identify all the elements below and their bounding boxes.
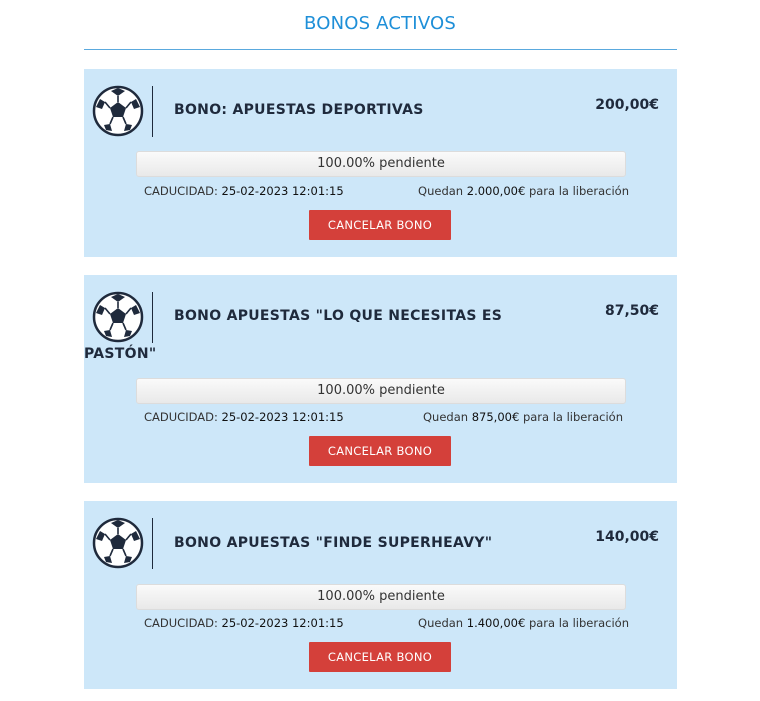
- progress-label: 100.00% pendiente: [317, 156, 445, 171]
- bonus-amount: 87,50€: [604, 303, 659, 319]
- soccer-ball-icon: [92, 291, 144, 343]
- bonus-name: BONO APUESTAS "LO QUE NECESITAS ES: [174, 308, 503, 324]
- release-info: [423, 410, 623, 424]
- expiry-date: 25-02-2023 12:01:15: [221, 184, 344, 198]
- expiry-label: CADUCIDAD:: [144, 184, 218, 198]
- progress-bar: [136, 378, 626, 404]
- release-info: [418, 184, 629, 198]
- expiry-info: [144, 616, 344, 630]
- bonus-name: BONO APUESTAS "FINDE SUPERHEAVY": [174, 535, 493, 551]
- cancel-bonus-button[interactable]: CANCELAR BONO: [309, 436, 451, 466]
- release-amount: 2.000,00€: [466, 184, 526, 198]
- bonus-card: [84, 69, 677, 257]
- cancel-bonus-button[interactable]: CANCELAR BONO: [309, 210, 451, 240]
- release-suffix: para la liberación: [528, 184, 629, 198]
- separator-line: [152, 518, 153, 569]
- title-divider: [84, 49, 677, 50]
- soccer-ball-icon: [92, 85, 144, 137]
- separator-line: [152, 292, 153, 343]
- bonus-name: BONO: APUESTAS DEPORTIVAS: [174, 102, 424, 118]
- progress-bar: [136, 584, 626, 610]
- cancel-bonus-button[interactable]: CANCELAR BONO: [309, 642, 451, 672]
- separator-line: [152, 86, 153, 137]
- bonus-card: [84, 501, 677, 689]
- soccer-ball-icon: [92, 517, 144, 569]
- progress-bar: [136, 151, 626, 177]
- release-prefix: Quedan: [418, 184, 464, 198]
- release-amount: 1.400,00€: [466, 616, 526, 630]
- expiry-date: 25-02-2023 12:01:15: [221, 616, 344, 630]
- expiry-label: CADUCIDAD:: [144, 410, 218, 424]
- bonus-card: [84, 275, 677, 483]
- expiry-info: [144, 184, 344, 198]
- release-suffix: para la liberación: [522, 410, 623, 424]
- progress-label: 100.00% pendiente: [317, 383, 445, 398]
- progress-label: 100.00% pendiente: [317, 589, 445, 604]
- page-title: BONOS ACTIVOS: [303, 13, 457, 34]
- release-prefix: Quedan: [423, 410, 469, 424]
- bonus-name-continued: PASTÓN": [84, 346, 157, 362]
- expiry-label: CADUCIDAD:: [144, 616, 218, 630]
- bonus-amount: 200,00€: [595, 97, 659, 113]
- release-amount: 875,00€: [471, 410, 520, 424]
- release-suffix: para la liberación: [528, 616, 629, 630]
- expiry-info: [144, 410, 344, 424]
- release-prefix: Quedan: [418, 616, 464, 630]
- release-info: [418, 616, 629, 630]
- expiry-date: 25-02-2023 12:01:15: [221, 410, 344, 424]
- bonus-amount: 140,00€: [595, 529, 659, 545]
